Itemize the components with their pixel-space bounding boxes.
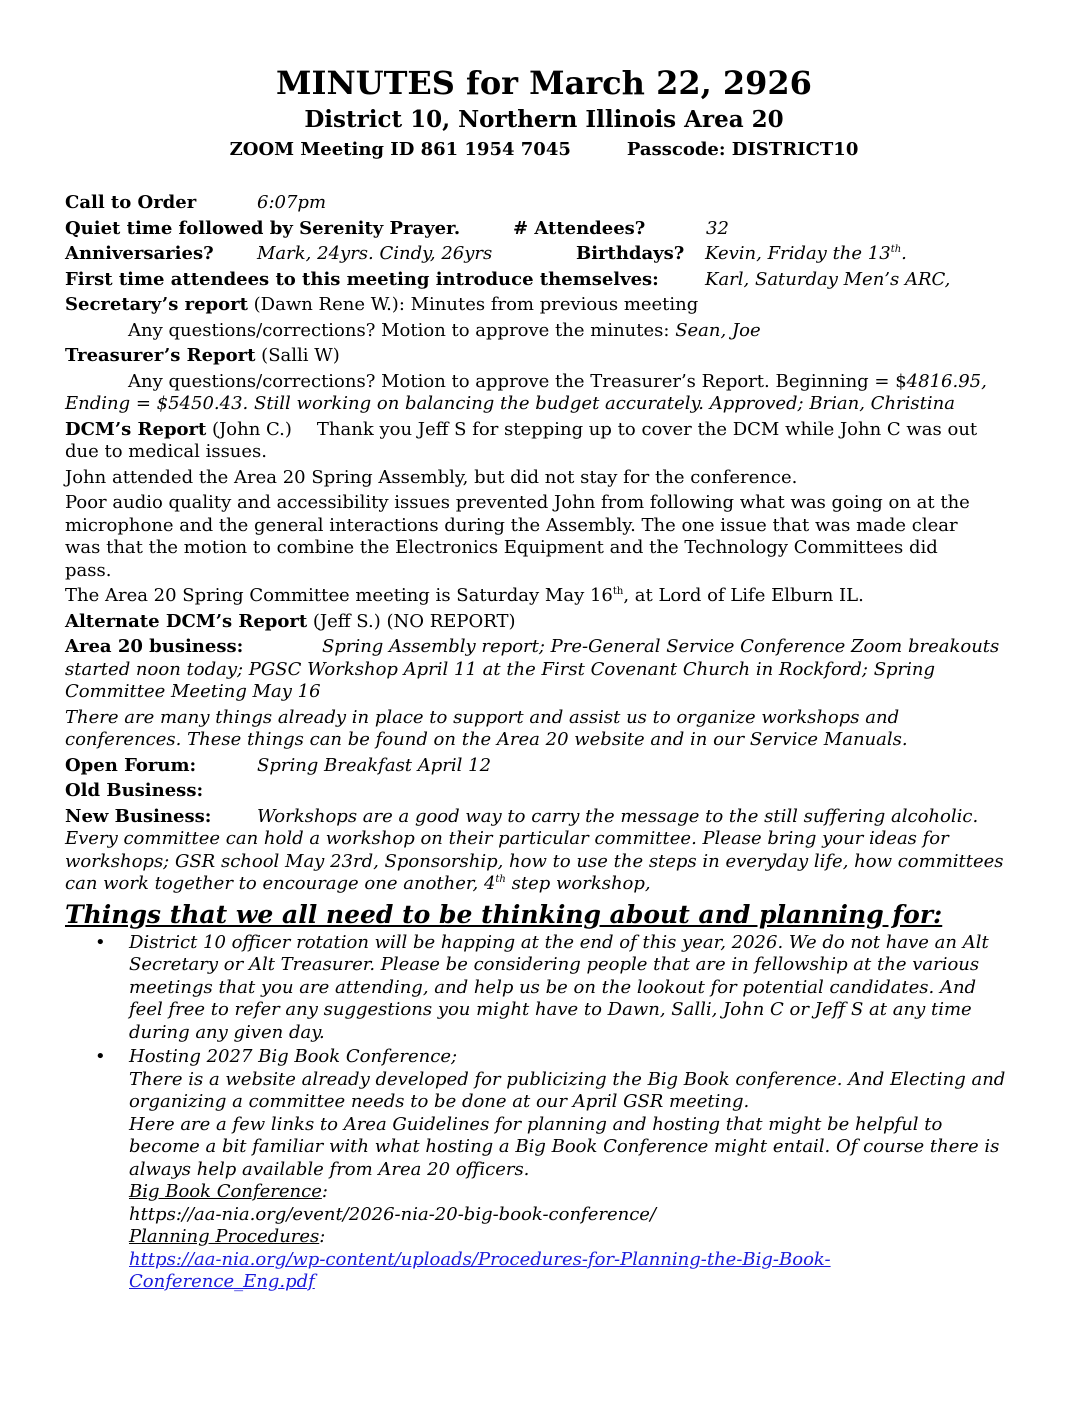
secretary-label: Secretary’s report [65, 294, 248, 315]
dcm-audio-line-4: pass. [65, 559, 112, 581]
birthdays-label: Birthdays? [576, 243, 685, 264]
call-to-order-value: 6:07pm [257, 192, 327, 213]
new-business-line-1: New Business: Workshops are a good way to carry the message to the still suffering alcoholic. [65, 805, 979, 827]
area20-line-1: Area 20 business: Spring Assembly report; Pre-General Service Conference Zoom breakouts [65, 636, 1000, 657]
open-forum-label: Open Forum: [65, 754, 197, 776]
new-business-line-2: Every committee can hold a workshop on their particular committee. Please bring your ideas for [65, 828, 949, 849]
planning-procedures-label: Planning Procedures: [129, 1226, 326, 1247]
anniversaries-line [65, 243, 1030, 266]
list-item: • Hosting 2027 Big Book Conference; There is a website already developed for publicizing the Big Book conference. And Electing and organizing a committee needs to be done at our April GSR meeting. Here are a few links to Area Guidelines for planning and hosting that might be helpful to become a bit familiar with what hosting a Big Book Conference might entail. Of course there is always help available from Area 20 officers. Big Book Conference: https://aa-nia.org/event/2026-nia-20-big-book-conference/ Planning Procedures: https://aa-nia.org/wp-content/uploads/Procedures-for-Planning-the-Big-Book- Conference_Eng.pdf [65, 1046, 1030, 1294]
attendees-value: 32 [706, 217, 729, 239]
alt-dcm-line: Alternate DCM’s Report (Jeff S.) (NO REPORT) [65, 610, 516, 632]
area20-label: Area 20 business: [65, 636, 244, 657]
bullet-icon: • [95, 1046, 106, 1067]
zoom-meeting-id: ZOOM Meeting ID 861 1954 7045 [229, 139, 571, 160]
new-business-line-4: can work together to encourage one another, 4th step workshop, [65, 873, 651, 894]
call-to-order-line [65, 192, 1030, 215]
new-business-line-3: workshops; GSR school May 23rd, Sponsorship, how to use the steps in everyday life, how committees [65, 850, 1004, 872]
page-title: MINUTES for March 22, 2926 [276, 64, 812, 102]
treasurer-line [65, 345, 1030, 368]
secretary-line [65, 294, 1030, 317]
treasurer-beginning: 4816.95, [906, 370, 987, 392]
dcm-report-line-2: due to medical issues. [65, 441, 268, 462]
zoom-info [0, 139, 1088, 161]
new-business-label: New Business: [65, 805, 212, 827]
secretary-approvers: Sean, Joe [675, 319, 761, 341]
birthdays-value: Kevin, Friday the 13th. [705, 243, 907, 264]
open-forum-value: Spring Breakfast April 12 [257, 754, 492, 776]
dcm-who: (John C.) [206, 418, 292, 440]
dcm-report-line: DCM’s Report (John C.) Thank you Jeff S for stepping up to cover the DCM while John C was out [65, 418, 978, 440]
dcm-audio-line-1: Poor audio quality and accessibility issues prevented John from following what was going on at the [65, 492, 970, 513]
call-to-order-label: Call to Order [65, 192, 197, 213]
quiet-time-line [65, 218, 1030, 241]
attendees-label: # Attendees? [513, 217, 646, 239]
treasurer-ending-line: Ending = $5450.43. Still working on balancing the budget accurately. Approved; Brian, Christina [65, 393, 955, 414]
old-business-label: Old Business: [65, 780, 204, 801]
secretary-text: (Dawn Rene W.): Minutes from previous meeting [247, 294, 699, 315]
list-item: • District 10 officer rotation will be happing at the end of this year, 2026. We do not have an Alt Secretary or Alt Treasurer. Please be considering people that are in fellowship at the various meetings that you are attending, and help us be on the lookout for potential candidates. And feel free to refer any suggestions you might have to Dawn, Salli, John C or Jeff S at any time during any given day. [95, 931, 989, 1043]
planning-procedures-link-cont[interactable]: Conference_Eng.pdf [129, 1271, 315, 1292]
big-book-conference-label: Big Book Conference: [129, 1181, 328, 1202]
first-time-line [65, 269, 1030, 292]
dcm-assembly-line: John attended the Area 20 Spring Assembly, but did not stay for the conference. [65, 466, 798, 488]
quiet-time-label: Quiet time followed by Serenity Prayer. [65, 217, 461, 239]
big-book-conference-url: https://aa-nia.org/event/2026-nia-20-big-book-conference/ [129, 1203, 657, 1225]
zoom-passcode: Passcode: DISTRICT10 [626, 139, 859, 160]
first-time-value: Karl, Saturday Men’s ARC, [705, 268, 951, 290]
area20-line-3: Committee Meeting May 16 [65, 681, 321, 702]
alt-dcm-label: Alternate DCM’s Report [65, 610, 308, 632]
treasurer-text: (Salli W) [255, 345, 340, 366]
dcm-label: DCM’s Report [65, 418, 207, 440]
area20-line-5: conferences. These things can be found on the Area 20 website and in our Service Manuals. [65, 729, 908, 750]
dcm-audio-line-2: microphone and the general interactions during the Assembly. The one issue that was made clear [65, 514, 958, 536]
old-business-line [65, 780, 1030, 803]
dcm-committee-meeting-line: The Area 20 Spring Committee meeting is Saturday May 16th, at Lord of Life Elburn IL. [65, 585, 864, 606]
treasurer-approve-line: Any questions/corrections? Motion to approve the Treasurer’s Report. Beginning = $4816.95, [128, 370, 987, 392]
page-subtitle: District 10, Northern Illinois Area 20 [304, 106, 784, 133]
first-time-label: First time attendees to this meeting introduce themselves: [65, 268, 659, 290]
things-list [65, 932, 1030, 1294]
minutes-body [65, 192, 1030, 1294]
anniversaries-value: Mark, 24yrs. Cindy, 26yrs [257, 243, 493, 264]
area20-line-2: started noon today; PGSC Workshop April 11 at the First Covenant Church in Rockford; Spring [65, 658, 936, 680]
treasurer-label: Treasurer’s Report [65, 345, 256, 366]
area20-line-4: There are many things already in place to support and assist us to organize workshops and [65, 706, 900, 728]
things-heading: Things that we all need to be thinking about and planning for: [65, 899, 943, 929]
planning-procedures-link[interactable]: https://aa-nia.org/wp-content/uploads/Procedures-for-Planning-the-Big-Book- [129, 1248, 831, 1270]
anniversaries-label: Anniversaries? [65, 243, 214, 264]
dcm-audio-line-3: was that the motion to combine the Electronics Equipment and the Technology Committees did [65, 537, 938, 558]
secretary-approve-line: Any questions/corrections? Motion to approve the minutes: Sean, Joe [128, 319, 761, 341]
bullet-icon: • [95, 931, 106, 953]
open-forum-line [65, 755, 1030, 778]
